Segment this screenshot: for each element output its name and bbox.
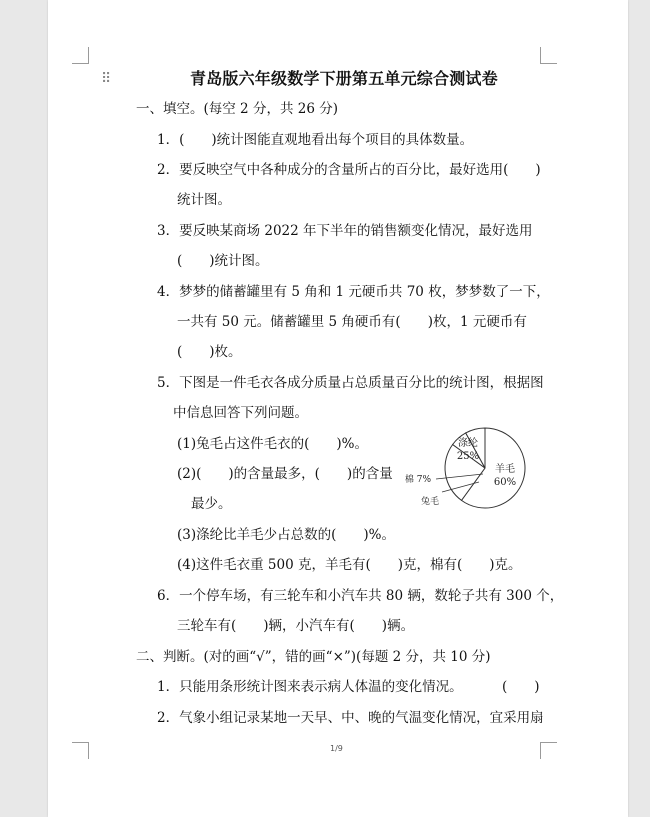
- q6-text: 6．一个停车场，有三轮车和小汽车共 80 辆，数轮子共有 300 个，: [157, 588, 564, 604]
- pie-label-polyester: 涤纶: [458, 438, 478, 449]
- pie-label-wool-percent: 60%: [493, 477, 517, 488]
- q5-sub4: (4)这件毛衣重 500 克，羊毛有( )克，棉有( )克。: [177, 557, 522, 573]
- q5-sub1: (1)兔毛占这件毛衣的( )%。: [177, 436, 368, 452]
- section2-heading: 二、判断。(对的画“√”，错的画“×”)(每题 2 分，共 10 分): [136, 649, 491, 665]
- q2-text-cont: 统计图。: [177, 192, 231, 208]
- sweater-composition-pie-chart: [398, 424, 538, 520]
- judge-q1-answer-paren: ( ): [502, 679, 540, 695]
- judge-q2-text: 2．气象小组记录某地一天早、中、晚的气温变化情况，宜采用扇: [157, 710, 544, 726]
- pie-label-wool: 羊毛: [495, 464, 515, 475]
- pie-label-polyester-percent: 25%: [456, 451, 480, 462]
- q5-text-cont: 中信息回答下列问题。: [173, 405, 308, 421]
- drag-handle-icon[interactable]: ⠿: [101, 71, 112, 87]
- crop-mark-top-left: [72, 47, 89, 64]
- q5-sub3: (3)涤纶比羊毛少占总数的( )%。: [177, 527, 395, 543]
- q5-sub2-cont: 最少。: [191, 496, 232, 512]
- crop-mark-top-right: [540, 47, 557, 64]
- q4-text-cont: 一共有 50 元。储蓄罐里 5 角硬币有( )枚，1 元硬币有: [177, 314, 527, 330]
- page-number: 1/9: [330, 744, 343, 753]
- q5-text: 5．下图是一件毛衣各成分质量占总质量百分比的统计图，根据图: [157, 375, 544, 391]
- q3-text-cont: ( )统计图。: [177, 253, 269, 269]
- q2-text: 2．要反映空气中各种成分的含量所占的百分比，最好选用( ): [157, 162, 541, 178]
- section1-heading: 一、填空。(每空 2 分，共 26 分): [136, 101, 338, 117]
- pie-label-cotton: 棉 7%: [404, 475, 432, 485]
- q6-text-cont: 三轮车有( )辆，小汽车有( )辆。: [177, 618, 415, 634]
- q4-text: 4．梦梦的储蓄罐里有 5 角和 1 元硬币共 70 枚，梦梦数了一下，: [157, 284, 550, 300]
- document-title: 青岛版六年级数学下册第五单元综合测试卷: [190, 69, 498, 88]
- crop-mark-bottom-right: [540, 742, 557, 759]
- crop-mark-bottom-left: [72, 742, 89, 759]
- q3-text: 3．要反映某商场 2022 年下半年的销售额变化情况，最好选用: [157, 223, 533, 239]
- pie-label-rabbit-hair: 兔毛: [420, 497, 440, 507]
- q5-sub2: (2)( )的含量最多，( )的含量: [177, 466, 393, 482]
- q1-text: 1．( )统计图能直观地看出每个项目的具体数量。: [157, 132, 474, 148]
- q4-text-cont2: ( )枚。: [177, 344, 242, 360]
- judge-q1-text: 1．只能用条形统计图来表示病人体温的变化情况。: [157, 679, 463, 695]
